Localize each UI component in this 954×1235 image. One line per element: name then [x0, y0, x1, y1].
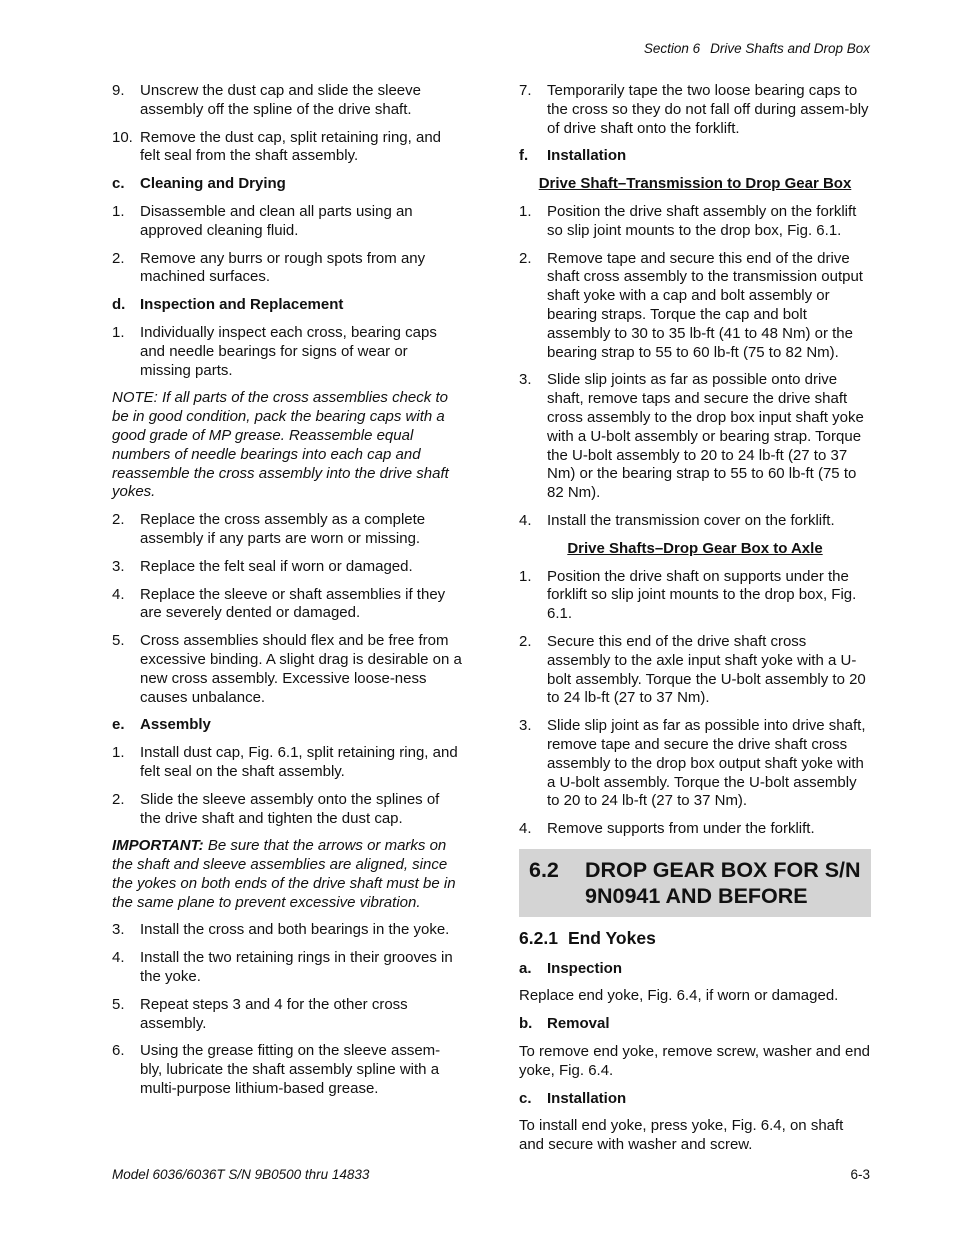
list-item — [112, 996, 462, 1034]
item-number: 1. — [112, 202, 125, 220]
list-item — [112, 921, 462, 940]
subsection-title: Installation — [547, 1089, 627, 1107]
list-item — [519, 203, 871, 241]
subsection-letter: d. — [112, 296, 126, 314]
procedure-heading: Drive Shaft–Transmission to Drop Gear Box — [538, 175, 852, 193]
item-text: Unscrew the dust cap and slide the sleeve assembly off the spline of the drive shaft. — [140, 82, 421, 118]
item-text: Install the two retaining rings in their grooves in the yoke. — [140, 949, 453, 986]
item-text: Position the drive shaft assembly on the forklift so slip joint mounts to the drop box, Fig. 6.1. — [547, 202, 857, 239]
item-number: 3. — [112, 921, 125, 939]
subsection-title: End Yokes — [567, 927, 656, 948]
list-item — [112, 1042, 462, 1098]
item-number: 3. — [112, 557, 125, 575]
item-number: 5. — [112, 995, 125, 1013]
right-column — [519, 82, 871, 1164]
item-number: 3. — [519, 717, 532, 735]
item-text: Temporarily tape the two loose bearing caps to the cross so they do not fall off during assem-bly of drive shaft onto the forklift. — [547, 82, 869, 137]
left-column — [112, 82, 462, 1108]
item-text: Replace the sleeve or shaft assemblies if they are severely dented or damaged. — [140, 585, 446, 622]
section-title: DROP GEAR BOX FOR S/N 9N0941 AND BEFORE — [585, 857, 861, 908]
item-number: 2. — [112, 249, 125, 267]
item-number: 1. — [519, 567, 532, 585]
item-text: Replace the felt seal if worn or damaged. — [140, 557, 413, 575]
item-number: 3. — [519, 371, 532, 389]
item-text: Secure this end of the drive shaft cross assembly to the axle input shaft yoke with a U-bolt assembly. Torque the U-bolt assembly to 20 to 24 lb-ft (27 to 37 Nm). — [547, 632, 866, 707]
subsection-heading — [519, 147, 871, 166]
item-text: Disassemble and clean all parts using an approved cleaning fluid. — [140, 202, 413, 239]
item-number: 1. — [112, 744, 125, 762]
item-number: 7. — [519, 82, 532, 99]
subsection-number: 6.2.1 — [519, 927, 558, 948]
list-item — [112, 82, 462, 120]
item-text: Individually inspect each cross, bearing caps and needle bearings for signs of wear or missing parts. — [140, 323, 437, 379]
list-item — [519, 250, 871, 363]
item-number: 4. — [519, 820, 532, 838]
page-header — [644, 40, 870, 59]
item-text: Position the drive shaft on supports under the forklift so slip joint mounts to the drop box, Fig. 6.1. — [547, 567, 857, 623]
list-item — [112, 250, 462, 288]
item-number: 4. — [112, 949, 125, 967]
item-text: Replace the cross assembly as a complete assembly if any parts are worn or missing. — [140, 511, 426, 547]
list-item — [519, 512, 871, 531]
list-item — [112, 744, 462, 782]
item-text: Slide slip joints as far as possible onto drive shaft, remove taps and secure the drive shaft cross assembly to the drop box input shaft yoke with a U-bolt assembly or bearing strap. Torque the U-bolt assembly to 20 to 24 lb-ft (27 to 37 Nm) or the bearing strap to 55 to 60 lb-ft (75 to 82 Nm). — [547, 371, 864, 502]
item-number: 5. — [112, 632, 125, 650]
subsection-title: Cleaning and Drying — [140, 175, 286, 193]
list-item — [112, 632, 462, 707]
list-item — [112, 129, 462, 167]
note-text: Be sure that the arrows or marks on the shaft and sleeve assemblies are aligned, since the yokes on both ends of the drive shaft must be in the same plane to prevent excessive vibration. — [112, 837, 456, 911]
item-text: Install the cross and both bearings in the yoke. — [140, 921, 450, 939]
item-number: 2. — [519, 632, 532, 650]
item-text: Slide slip joint as far as possible into drive shaft, remove tape and secure the drive shaft cross assembly to the drop box output shaft yoke with a U-bolt assembly. Torque the U-bolt assembly to 20 to 24 lb-ft (27 to 37 Nm). — [547, 717, 866, 810]
header-title: Drive Shafts and Drop Box — [710, 41, 870, 56]
subsection-heading-numbered — [519, 929, 871, 948]
item-text: Remove any burrs or rough spots from any machined surfaces. — [140, 249, 426, 286]
list-item — [112, 791, 462, 829]
list-item — [519, 633, 871, 708]
section-heading — [519, 849, 871, 917]
item-text: Slide the sleeve assembly onto the splines of the drive shaft and tighten the dust cap. — [140, 790, 440, 827]
note-paragraph — [112, 389, 462, 502]
item-number: 6. — [112, 1042, 125, 1060]
item-text: Install the transmission cover on the forklift. — [547, 511, 835, 529]
item-number: 1. — [519, 202, 532, 220]
subsection-letter: a. — [519, 959, 532, 977]
body-paragraph: To install end yoke, press yoke, Fig. 6.4, on shaft and secure with washer and screw. — [519, 1117, 844, 1154]
note-text: NOTE: If all parts of the cross assemblies check to be in good condition, pack the bearing caps with a good grade of MP grease. Reassemble equal numbers of needle bearings into each cap and reassemble the cross assembly into the drive shaft yokes. — [112, 389, 449, 501]
item-text: Repeat steps 3 and 4 for the other cross assembly. — [140, 995, 408, 1032]
list-item — [112, 949, 462, 987]
note-paragraph — [112, 837, 462, 912]
subsection-heading — [112, 175, 462, 194]
body-paragraph: Replace end yoke, Fig. 6.4, if worn or damaged. — [519, 987, 839, 1005]
subsection-title: Inspection and Replacement — [140, 296, 344, 314]
item-number: 2. — [112, 790, 125, 808]
subsection-letter: e. — [112, 716, 125, 734]
item-number: 1. — [112, 323, 125, 341]
item-number: 10. — [112, 128, 133, 146]
item-number: 2. — [519, 249, 532, 267]
list-item — [112, 511, 462, 549]
item-text: Remove supports from under the forklift. — [547, 820, 815, 838]
section-number: 6.2 — [529, 857, 559, 882]
list-item — [112, 586, 462, 624]
subsection-letter: c. — [519, 1089, 532, 1107]
subsection-heading — [519, 1015, 871, 1034]
footer-model: Model 6036/6036T S/N 9B0500 thru 14833 — [112, 1167, 370, 1182]
item-number: 4. — [519, 511, 532, 529]
header-section: Section 6 — [643, 41, 701, 56]
list-item — [519, 820, 871, 839]
list-item — [519, 82, 871, 138]
footer-page-number: 6-3 — [850, 1167, 870, 1182]
procedure-heading: Drive Shafts–Drop Gear Box to Axle — [567, 539, 823, 557]
subsection-title: Assembly — [140, 716, 211, 734]
subsection-heading — [112, 716, 462, 735]
item-text: Install dust cap, Fig. 6.1, split retaining ring, and felt seal on the shaft assembly. — [140, 744, 458, 780]
list-item — [519, 568, 871, 624]
item-number: 4. — [112, 585, 125, 603]
item-number: 2. — [112, 511, 125, 529]
subsection-heading — [519, 960, 871, 979]
item-number: 9. — [112, 82, 125, 99]
list-item — [112, 324, 462, 380]
item-text: Remove tape and secure this end of the drive shaft cross assembly to the transmission output shaft yoke with a cap and bolt assembly or bearing straps. Torque the cap and bolt assembly to 30 to 35 lb-ft (41 to 48 Nm) or the bearing strap to 55 to 60 lb-ft (75 to 82 Nm). — [547, 249, 863, 361]
item-text: Using the grease fitting on the sleeve assem-bly, lubricate the shaft assembly spline with a multi-purpose lithium-based grease. — [140, 1042, 441, 1098]
subsection-title: Installation — [547, 147, 627, 165]
list-item — [112, 203, 462, 241]
body-paragraph: To remove end yoke, remove screw, washer and end yoke, Fig. 6.4. — [519, 1043, 871, 1079]
list-item — [519, 717, 871, 811]
subsection-letter: f. — [519, 147, 529, 165]
subsection-title: Inspection — [547, 959, 623, 977]
list-item — [519, 371, 871, 503]
subsection-heading — [519, 1090, 871, 1109]
subsection-heading — [112, 296, 462, 315]
note-label: IMPORTANT: — [112, 837, 204, 855]
subsection-title: Removal — [547, 1015, 610, 1033]
subsection-letter: b. — [519, 1015, 533, 1033]
subsection-letter: c. — [112, 175, 125, 193]
item-text: Cross assemblies should flex and be free from excessive binding. A slight drag is desirable on a new cross assembly. Excessive loose-ness causes unbalance. — [140, 632, 462, 706]
item-text: Remove the dust cap, split retaining ring, and felt seal from the shaft assembly. — [140, 128, 442, 165]
list-item — [112, 558, 462, 577]
